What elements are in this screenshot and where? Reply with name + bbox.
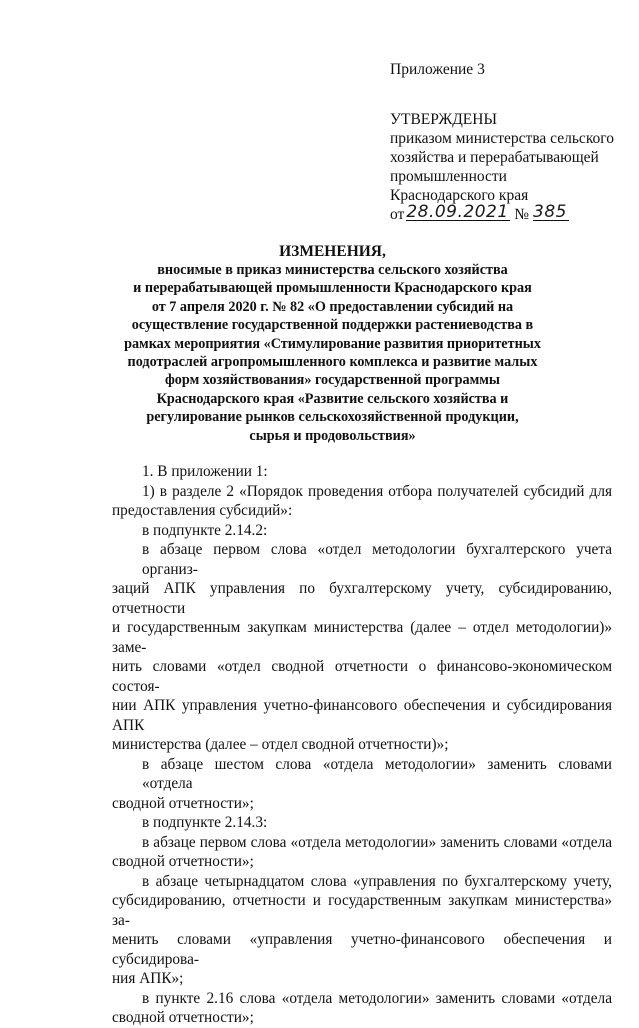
body-line: сводной отчетности»; <box>112 1009 254 1026</box>
body-line: и государственным закупкам министерства (далее – отдел методологии)» заме- <box>112 619 612 656</box>
title-line: рамках мероприятия «Стимулирование развития приоритетных <box>124 335 541 352</box>
body-line: министерства (далее – отдел сводной отчетности)»; <box>112 736 449 753</box>
order-number-label: № <box>514 206 529 223</box>
title-line: сырья и продовольствия» <box>249 427 416 444</box>
body-line: сводной отчетности»; <box>112 794 254 812</box>
title-line: вносимые в приказ министерства сельского хозяйства <box>157 262 508 278</box>
order-number-handwritten: 385 <box>533 204 569 221</box>
body-line: в подпункте 2.14.2: <box>142 521 268 539</box>
body-line: субсидированию, отчетности и государственным закупкам министерства» за- <box>112 892 612 929</box>
approved-title: УТВЕРЖДЕНЫ <box>390 111 497 128</box>
body-line: 1. В приложении 1: <box>142 463 268 480</box>
appendix-label: Приложение 3 <box>390 61 485 78</box>
approved-line: Краснодарского края <box>390 187 529 204</box>
body-line: менить словами «управления учетно-финансового обеспечения и субсидирова- <box>112 931 612 968</box>
body-line: нить словами «отдел сводной отчетности о финансово-экономическом состоя- <box>112 658 612 695</box>
title-line: осуществление государственной поддержки растениеводства в <box>131 317 534 334</box>
document-title <box>120 243 545 445</box>
title-line: форм хозяйствования» государственной программы <box>164 372 501 389</box>
body-line: в абзаце первом слова «отдела методологии» заменить словами «отдела <box>142 833 612 851</box>
order-prefix: от <box>390 206 405 223</box>
title-line: от 7 апреля 2020 г. № 82 «О предоставлении субсидий на <box>151 298 514 315</box>
title-heading: ИЗМЕНЕНИЯ, <box>279 243 386 260</box>
body-line: в пункте 2.16 слова «отдела методологии» заменить словами «отдела <box>142 989 612 1007</box>
body-line: ния АПК»; <box>112 970 184 987</box>
title-line: подотраслей агропромышленного комплекса и развитие малых <box>127 354 538 371</box>
body-line: предоставления субсидий»: <box>112 502 293 519</box>
body-line: нии АПК управления учетно-финансового обеспечения и субсидирования АПК <box>112 697 612 734</box>
title-line: и перерабатывающей промышленности Краснодарского края <box>133 280 532 297</box>
body-line: в абзаце шестом слова «отдела методологии» заменить словами «отдела <box>142 755 612 792</box>
approved-line: приказом министерства сельского <box>390 130 615 147</box>
document-body <box>112 462 612 1028</box>
body-line: заций АПК управления по бухгалтерскому учету, субсидированию, отчетности <box>112 580 612 617</box>
body-line: сводной отчетности»; <box>112 853 254 870</box>
body-line: в абзаце первом слова «отдел методологии бухгалтерского учета организ- <box>142 541 612 578</box>
body-line: в подпункте 2.14.3: <box>142 814 268 831</box>
title-line: Краснодарского края «Развитие сельского хозяйства и <box>156 390 509 407</box>
order-date-handwritten: 28.09.2021 <box>406 202 509 222</box>
approved-line: промышленности <box>390 168 507 185</box>
order-line <box>390 202 630 224</box>
title-line: регулирование рынков сельскохозяйственной продукции, <box>146 409 519 426</box>
body-line: 1) в разделе 2 «Порядок проведения отбора получателей субсидий для <box>142 482 612 500</box>
body-line: в абзаце четырнадцатом слова «управления по бухгалтерскому учету, <box>142 872 612 890</box>
approved-line: хозяйства и перерабатывающей <box>390 149 599 166</box>
approval-block <box>390 110 630 224</box>
